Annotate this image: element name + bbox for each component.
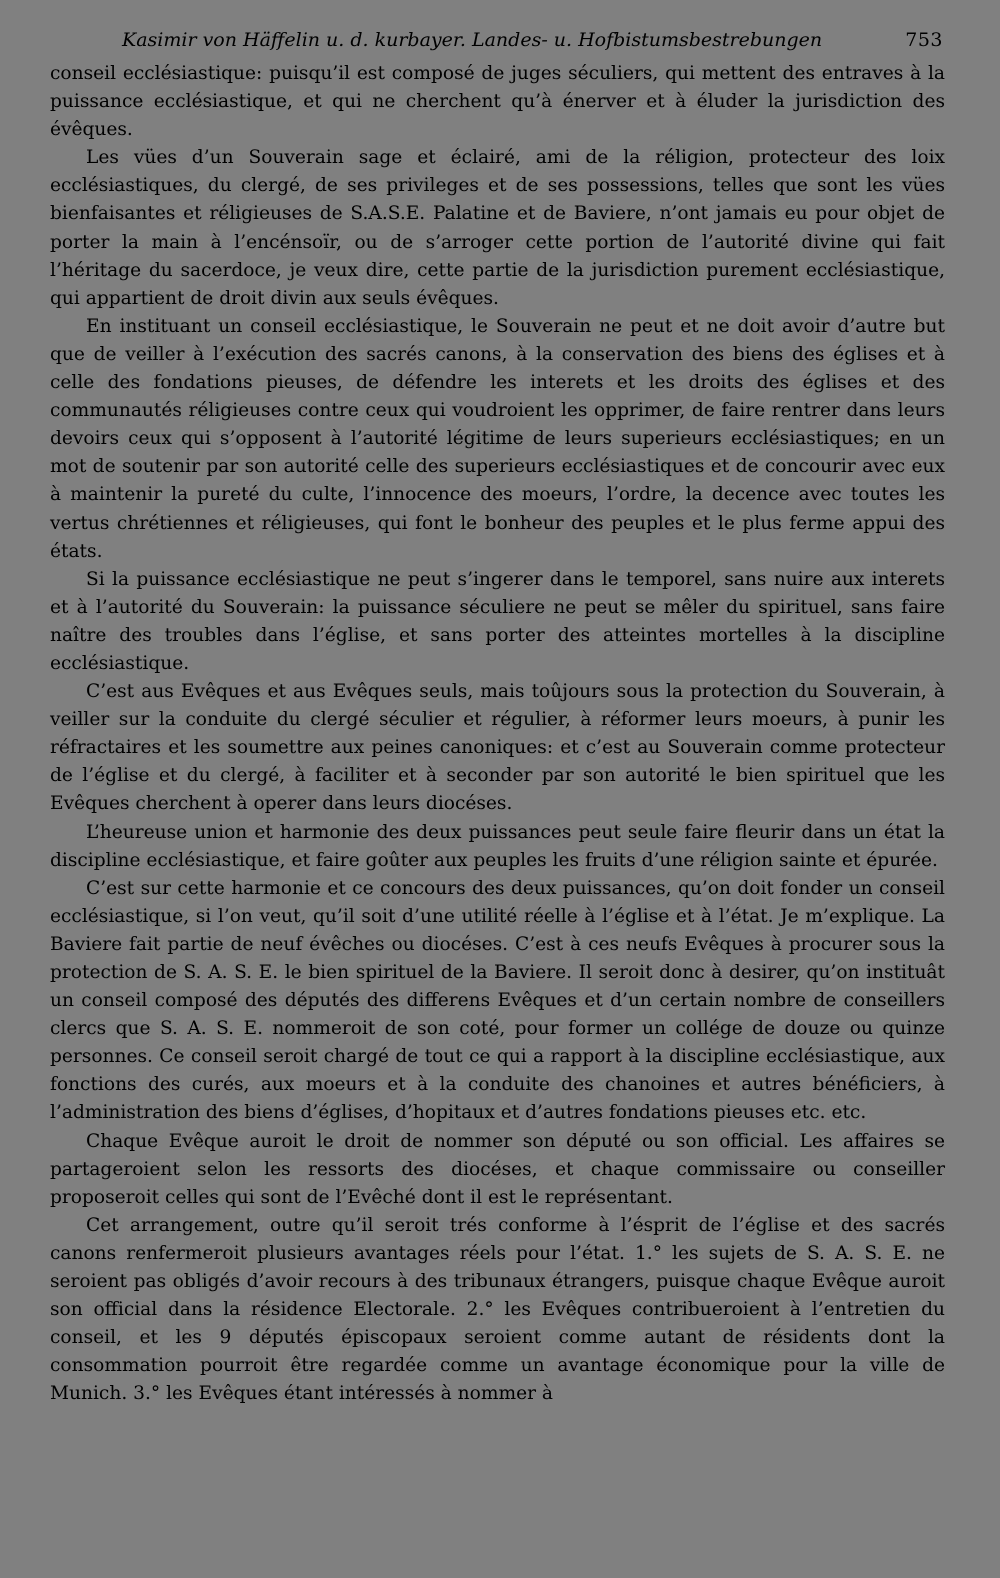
running-title: Kasimir von Häffelin u. d. kurbayer. Landes- u. Hofbistumsbestrebungen (122, 29, 823, 51)
body-text (50, 60, 945, 1409)
paragraph-continuation: conseil ecclésiastique: puisqu’il est composé de juges séculiers, qui mettent des entraves à la puissance ecclésiastique, et qui ne cherchent qu’à énerver et à éluder la jurisdiction des évêques. (50, 63, 945, 141)
paragraph: En instituant un conseil ecclésiastique, le Souverain ne peut et ne doit avoir d’autre but que de veiller à l’exécution des sacrés canons, à la conservation des biens des églises et à celle des fondations pieuses, de défendre les interets et les droits des églises et des communautés réligieuses contre ceux qui voudroient les opprimer, de faire rentrer dans leurs devoirs ceux qui s’opposent à l’autorité légitime de leurs superieurs ecclésiastiques; en un mot de soutenir par son autorité celle des superieurs ecclésiastiques et de concourir avec eux à maintenir la pureté du culte, l’innocence des moeurs, l’ordre, la decence avec toutes les vertus chrétiennes et réligieuses, qui font le bonheur des peuples et le plus ferme appui des états. (50, 315, 945, 562)
paragraph: Cet arrangement, outre qu’il seroit trés conforme à l’ésprit de l’église et des sacrés canons renfermeroit plusieurs avantages réels pour l’état. 1.° les sujets de S. A. S. E. ne seroient pas obligés d’avoir recours à des tribunaux étrangers, puisque chaque Evêque auroit son official dans la résidence Electorale. 2.° les Evêques contribueroient à l’entretien du conseil, et les 9 députés épiscopaux seroient comme autant de résidents dont la consommation pourroit être regardée comme un avantage économique pour la ville de Munich. 3.° les Evêques étant intéressés à nommer à (50, 1214, 945, 1405)
document-page (50, 28, 945, 1409)
paragraph: C’est aus Evêques et aus Evêques seuls, mais toûjours sous la protection du Souverain, à veiller sur la conduite du clergé séculier et régulier, à réformer leurs moeurs, à punir les réfractaires et les soumettre aux peines canoniques: et c’est au Souverain comme protecteur de l’église et du clergé, à faciliter et à seconder par son autorité le bien spirituel que les Evêques cherchent à operer dans leurs diocéses. (50, 681, 945, 815)
page-number: 753 (905, 29, 943, 51)
paragraph: L’heureuse union et harmonie des deux puissances peut seule faire fleurir dans un état la discipline ecclésiastique, et faire goûter aux peuples les fruits d’une réligion sainte et épurée. (50, 821, 945, 871)
paragraph: C’est sur cette harmonie et ce concours des deux puissances, qu’on doit fonder un conseil ecclésiastique, si l’on veut, qu’il soit d’une utilité réelle à l’église et à l’état. Je m’explique. La Baviere fait partie de neuf évêches ou diocéses. C’est à ces neufs Evêques à procurer sous la protection de S. A. S. E. le bien spirituel de la Baviere. Il seroit donc à desirer, qu’on instituât un conseil composé des députés des differens Evêques et d’un certain nombre de conseillers clercs que S. A. S. E. nommeroit de son coté, pour former un collége de douze ou quinze personnes. Ce conseil seroit chargé de tout ce qui a rapport à la discipline ecclésiastique, aux fonctions des curés, aux moeurs et à la conduite des chanoines et autres bénéficiers, à l’administration des biens d’églises, d’hopitaux et d’autres fondations pieuses etc. etc. (50, 877, 945, 1124)
paragraph: Les vües d’un Souverain sage et éclairé, ami de la réligion, protecteur des loix ecclésiastiques, du clergé, de ses privileges et de ses possessions, telles que sont les vües bienfaisantes et réligieuses de S.A.S.E. Palatine et de Baviere, n’ont jamais eu pour objet de porter la main à l’encénsoïr, ou de s’arroger cette portion de l’autorité divine qui fait l’héritage du sacerdoce, je veux dire, cette partie de la jurisdiction purement ecclésiastique, qui appartient de droit divin aux seuls évêques. (50, 147, 945, 309)
running-header (50, 28, 945, 58)
paragraph: Si la puissance ecclésiastique ne peut s’ingerer dans le temporel, sans nuire aux interets et à l’autorité du Souverain: la puissance séculiere ne peut se mêler du spirituel, sans faire naître des troubles dans l’église, et sans porter des atteintes mortelles à la discipline ecclésiastique. (50, 568, 945, 674)
paragraph: Chaque Evêque auroit le droit de nommer son député ou son official. Les affaires se partageroient selon les ressorts des diocéses, et chaque commissaire ou conseiller proposeroit celles qui sont de l’Evêché dont il est le représentant. (50, 1130, 945, 1208)
